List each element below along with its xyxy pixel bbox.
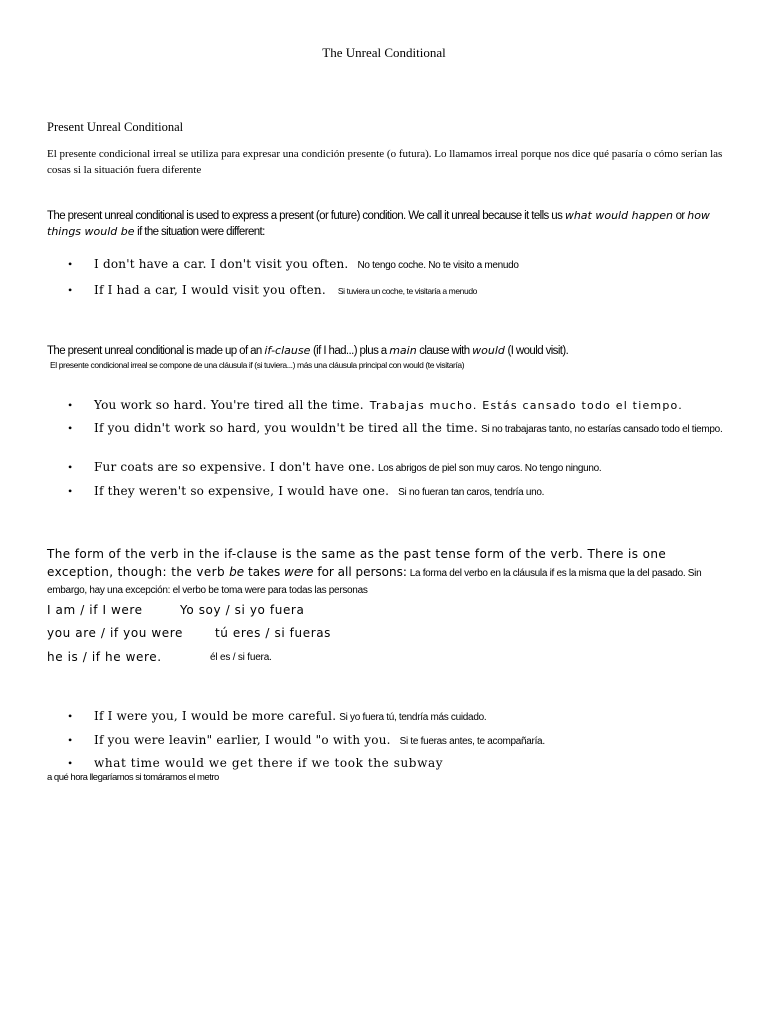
bullet-icon: • xyxy=(68,484,73,498)
document-page: The Unreal Conditional Present Unreal Conditional El presente condicional irreal se utiliza para expresar una condición presente (o futura). Lo llamamos irreal porque nos dice qué pasaría o cómo serían las cosas si la situación fuera diferente The present unreal conditional is used to express a present (or future) condition. We call it unreal because it tells us what would happen or how things would be if the situation were different: • I don't have a car. I don't visit you often. No tengo coche. No te visito a menudo • If I had a car, I would visit you often. Si tuviera un coche, te visitaría a menudo The present unreal conditional is made up of an if-clause (if I had...) plus a main clause with would (I would visit). El presente condicional irreal se compone de una cláusula if (si tuviera...) más una cláusula principal con would (te visitaría) • You work so hard. You're tired all the time. Trabajas mucho. Estás cansado todo el tiempo. • If you didn't work so hard, you wouldn't be tired all the time. Si no trabajaras tanto, no estarías cansado todo el tiempo. • Fur coats are so expensive. I don't have one. Los abrigos de piel son muy caros. No tengo ninguno. • If they weren't so expensive, I would have one. Si no fueran tan caros, tendría uno. The form of the verb in the if-clause is the same as the past tense form of the verb. There is one exception, though: the verb be takes were for all persons: La forma del verbo en la cláusula if es la misma que la del pasado. Sin embargo, hay una excepción: el verbo be toma were para todas las personas I am / if I were Yo soy / si yo fuera you are / if you were tú eres / si fueras he is / if he were. él es / si fuera. • If I were you, I would be more careful. Si yo fuera tú, tendría más cuidado. • If you were leavin" earlier, I would "o with you. Si te fueras antes, te acompañaría. • what time would we get there if we took the subway a qué hora llegaríamos si tomáramos el metro xyxy=(0,0,768,1024)
verb-pair-es: tú eres / si fueras xyxy=(215,626,332,640)
verb-pair-es: Yo soy / si yo fuera xyxy=(180,603,305,617)
bullet-icon: • xyxy=(68,398,73,412)
structure-english: The present unreal conditional is made up of an if-clause (if I had...) plus a main clause with would (I would visit). xyxy=(47,344,569,357)
bullet-icon: • xyxy=(68,460,73,474)
verb-form-paragraph: The form of the verb in the if-clause is the same as the past tense form of the verb. There is one exception, though: the verb be takes were for all persons: La forma del verbo en la cláusula if es la misma que la del pasado. Sin embargo, hay una excepción: el verbo be toma were para todas las personas xyxy=(47,547,702,596)
bullet-icon: • xyxy=(68,733,73,747)
last-spanish-translation: a qué hora llegaríamos si tomáramos el metro xyxy=(47,772,219,783)
page-title: The Unreal Conditional xyxy=(322,45,446,60)
bullet-icon: • xyxy=(68,421,73,435)
intro-english: The present unreal conditional is used to express a present (or future) condition. We call it unreal because it tells us what would happen or how things would be if the situation were different: xyxy=(47,209,710,238)
bullet-icon: • xyxy=(68,283,73,297)
verb-pair-en: he is / if he were. xyxy=(47,650,162,664)
bullet-icon: • xyxy=(68,709,73,723)
verb-pair-en: I am / if I were xyxy=(47,603,143,617)
structure-spanish: El presente condicional irreal se compone de una cláusula if (si tuviera...) más una cláusula principal con would (te visitaría) xyxy=(50,360,465,370)
intro-spanish: El presente condicional irreal se utiliza para expresar una condición presente (o futura). Lo llamamos irreal porque nos dice qué pasaría o cómo serían las cosas si la situación fuera diferente xyxy=(47,148,723,176)
bullet-icon: • xyxy=(68,756,73,770)
verb-pair-es: él es / si fuera. xyxy=(210,652,272,663)
verb-pair-en: you are / if you were xyxy=(47,626,184,640)
section-heading: Present Unreal Conditional xyxy=(47,120,184,134)
bullet-icon: • xyxy=(68,257,73,271)
